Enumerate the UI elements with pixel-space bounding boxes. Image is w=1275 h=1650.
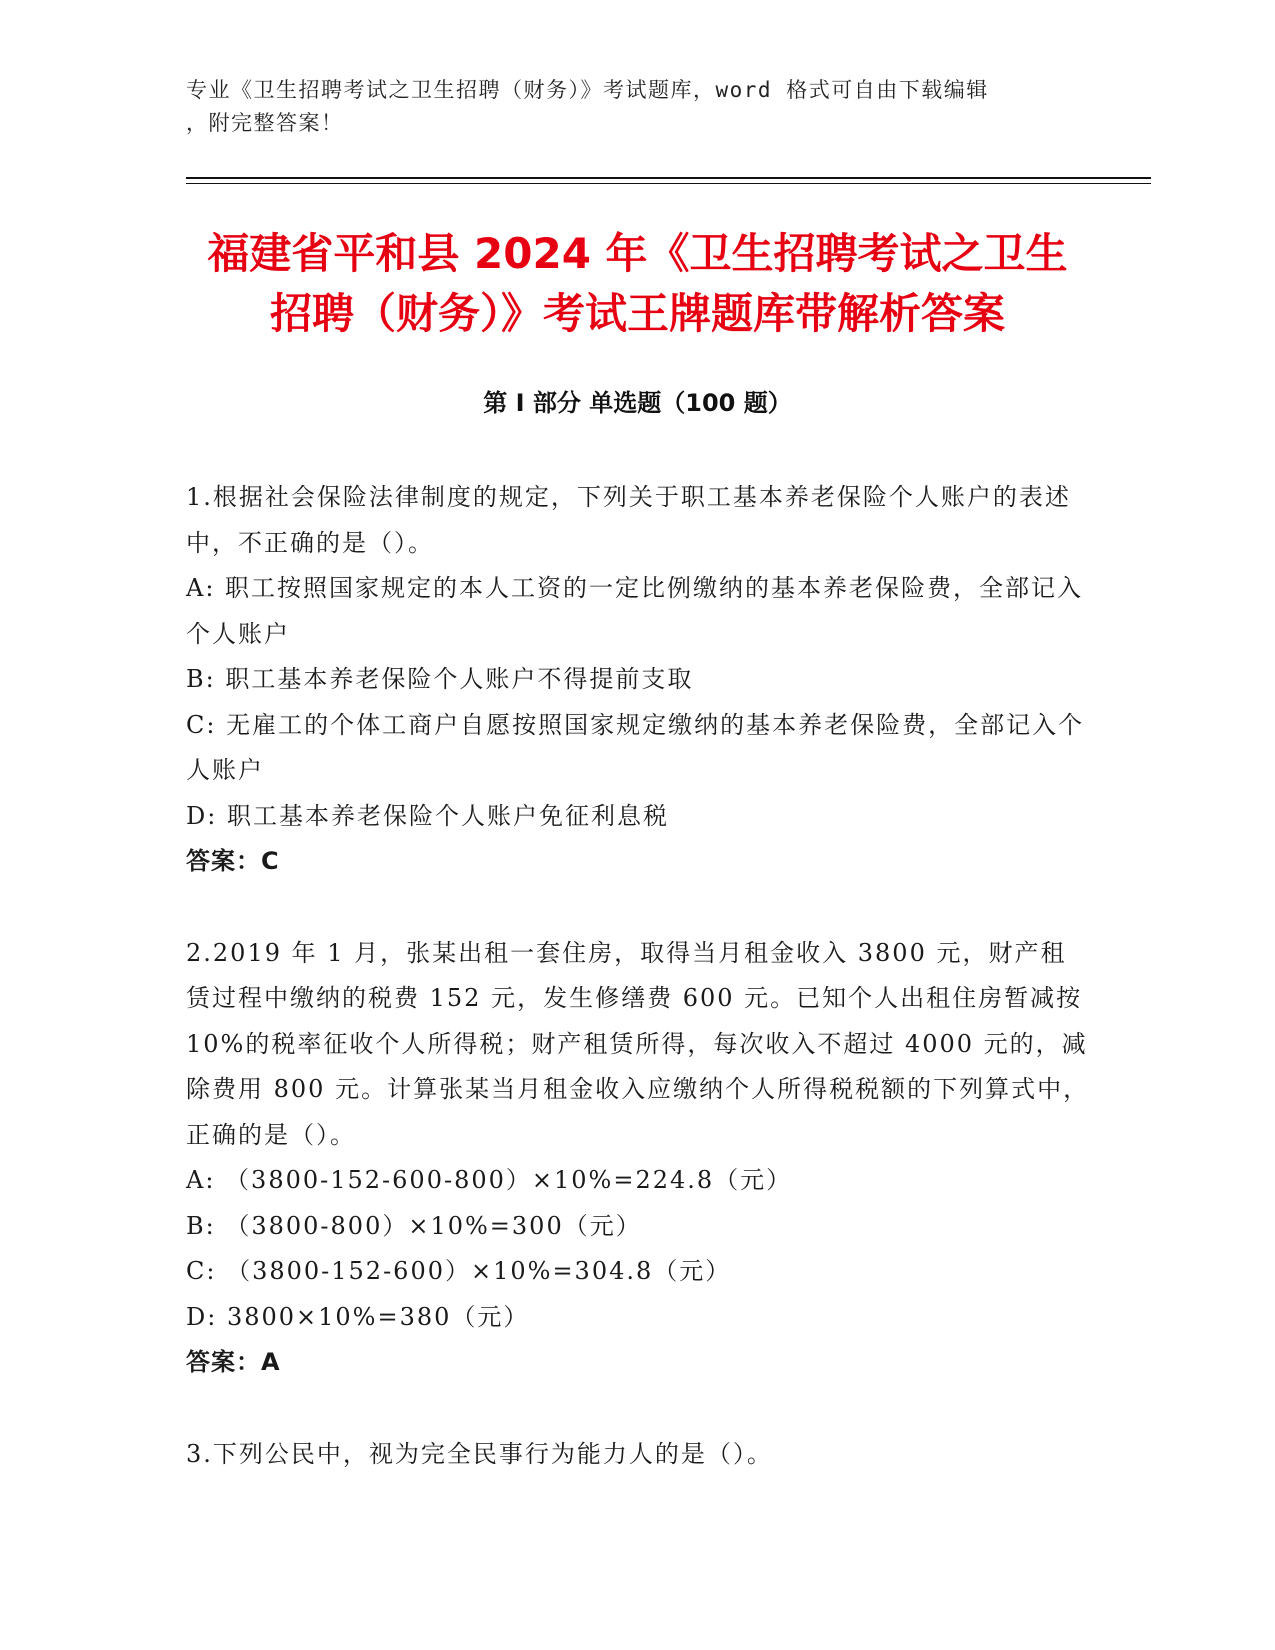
question-list	[186, 475, 1091, 1523]
question-item	[186, 931, 1091, 1386]
header-note-line: ，附完整答案！	[186, 111, 344, 135]
option-b: B: 职工基本养老保险个人账户不得提前支取	[186, 665, 694, 693]
header-divider	[186, 177, 1151, 179]
question-stem: 3.下列公民中，视为完全民事行为能力人的是（）。	[186, 1439, 773, 1468]
question-item	[186, 1432, 1091, 1478]
header-divider	[186, 183, 1151, 184]
option-d: D: 3800×10%=380（元）	[186, 1302, 530, 1331]
document-title-line: 招聘（财务）》考试王牌题库带解析答案	[269, 289, 1005, 338]
question-stem: 1.根据社会保险法律制度的规定，下列关于职工基本养老保险个人账户的表述中，不正确的是（）。	[186, 483, 1071, 557]
answer-line: 答案：C	[186, 847, 280, 875]
answer-line: 答案：A	[186, 1348, 281, 1376]
question-item	[186, 475, 1091, 885]
question-stem: 2.2019 年 1 月，张某出租一套住房，取得当月租金收入 3800 元，财产租赁过程中缴纳的税费 152 元，发生修缮费 600 元。已知个人出租住房暂减按 10%的税率征收个人所得税；财产租赁所得，每次收入不超过 4000 元的，减除费用 800 元。计算张某当月租金收入应缴纳个人所得税税额的下列算式中，正确的是（）。	[186, 938, 1090, 1149]
option-c: C: （3800-152-600）×10%=304.8（元）	[186, 1257, 732, 1285]
option-d: D: 职工基本养老保险个人账户免征利息税	[186, 801, 669, 830]
header-note-line: 专业《卫生招聘考试之卫生招聘（财务）》考试题库，word 格式可自由下载编辑	[186, 78, 989, 102]
document-title-line: 福建省平和县 2024 年《卫生招聘考试之卫生	[207, 229, 1068, 278]
header-note	[186, 74, 1066, 140]
option-b: B: （3800-800）×10%=300（元）	[186, 1211, 642, 1240]
option-c: C: 无雇工的个体工商户自愿按照国家规定缴纳的基本养老保险费，全部记入个人账户	[186, 710, 1085, 784]
option-a: A: 职工按照国家规定的本人工资的一定比例缴纳的基本养老保险费，全部记入个人账户	[186, 574, 1084, 648]
option-a: A: （3800-152-600-800）×10%=224.8（元）	[186, 1166, 793, 1194]
document-title	[120, 224, 1155, 344]
section-heading: 第 I 部分 单选题（100 题）	[483, 389, 792, 417]
